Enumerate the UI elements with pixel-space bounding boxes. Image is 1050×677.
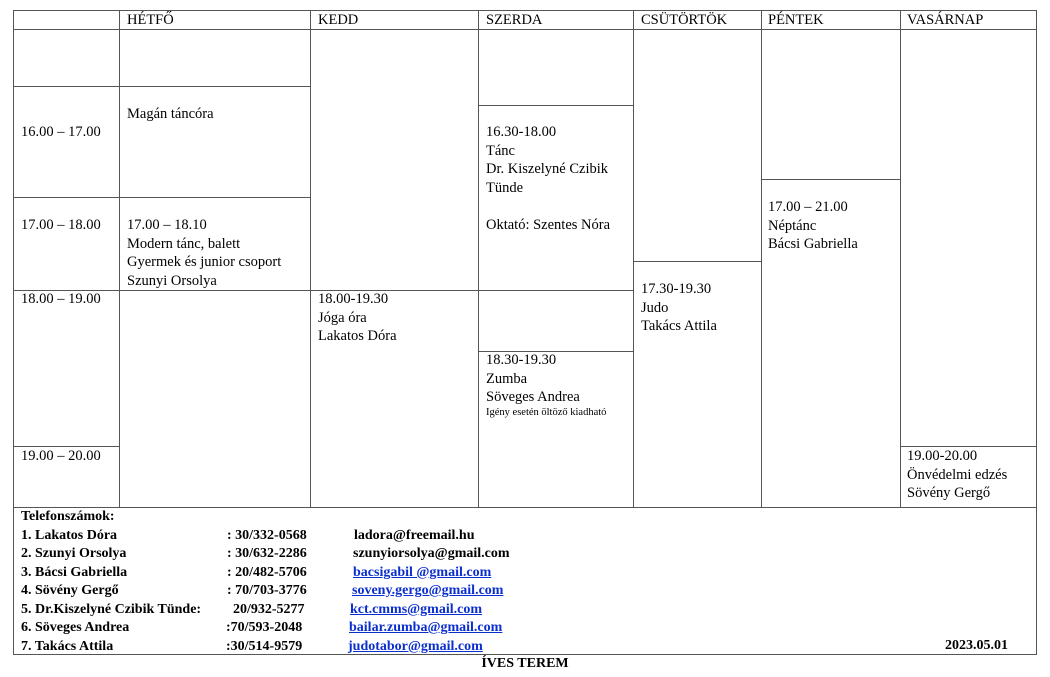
time-slot-17: 17.00 – 18.00 xyxy=(21,217,101,233)
time-slot-18: 18.00 – 19.00 xyxy=(21,291,101,307)
header-friday: PÉNTEK xyxy=(768,12,824,28)
email-link[interactable]: soveny.gergo@gmail.com xyxy=(352,583,504,598)
header-wednesday: SZERDA xyxy=(486,12,543,28)
email-link[interactable]: judotabor@gmail.com xyxy=(348,638,483,654)
email-text: ladora@freemail.hu xyxy=(354,527,475,543)
email-text: szunyiorsolya@gmail.com xyxy=(353,546,510,561)
zumba-note: Igény esetén öltöző kiadható xyxy=(486,407,607,418)
phones-title: Telefonszámok: xyxy=(21,509,115,524)
email-link[interactable]: bailar.zumba@gmail.com xyxy=(349,620,503,635)
header-monday: HÉTFŐ xyxy=(127,12,174,28)
email-link[interactable]: kct.cmms@gmail.com xyxy=(350,601,482,617)
email-link[interactable]: bacsigabil @gmail.com xyxy=(353,564,492,580)
footer-room-name: ÍVES TEREM xyxy=(481,656,569,671)
time-slot-19: 19.00 – 20.00 xyxy=(21,448,101,464)
time-slot-16: 16.00 – 17.00 xyxy=(21,124,101,140)
header-sunday: VASÁRNAP xyxy=(907,12,984,28)
header-thursday: CSÜTÖRTÖK xyxy=(641,12,728,28)
document-date: 2023.05.01 xyxy=(945,638,1008,653)
header-tuesday: KEDD xyxy=(318,12,359,28)
monday-private-lesson: Magán táncóra xyxy=(127,106,214,122)
